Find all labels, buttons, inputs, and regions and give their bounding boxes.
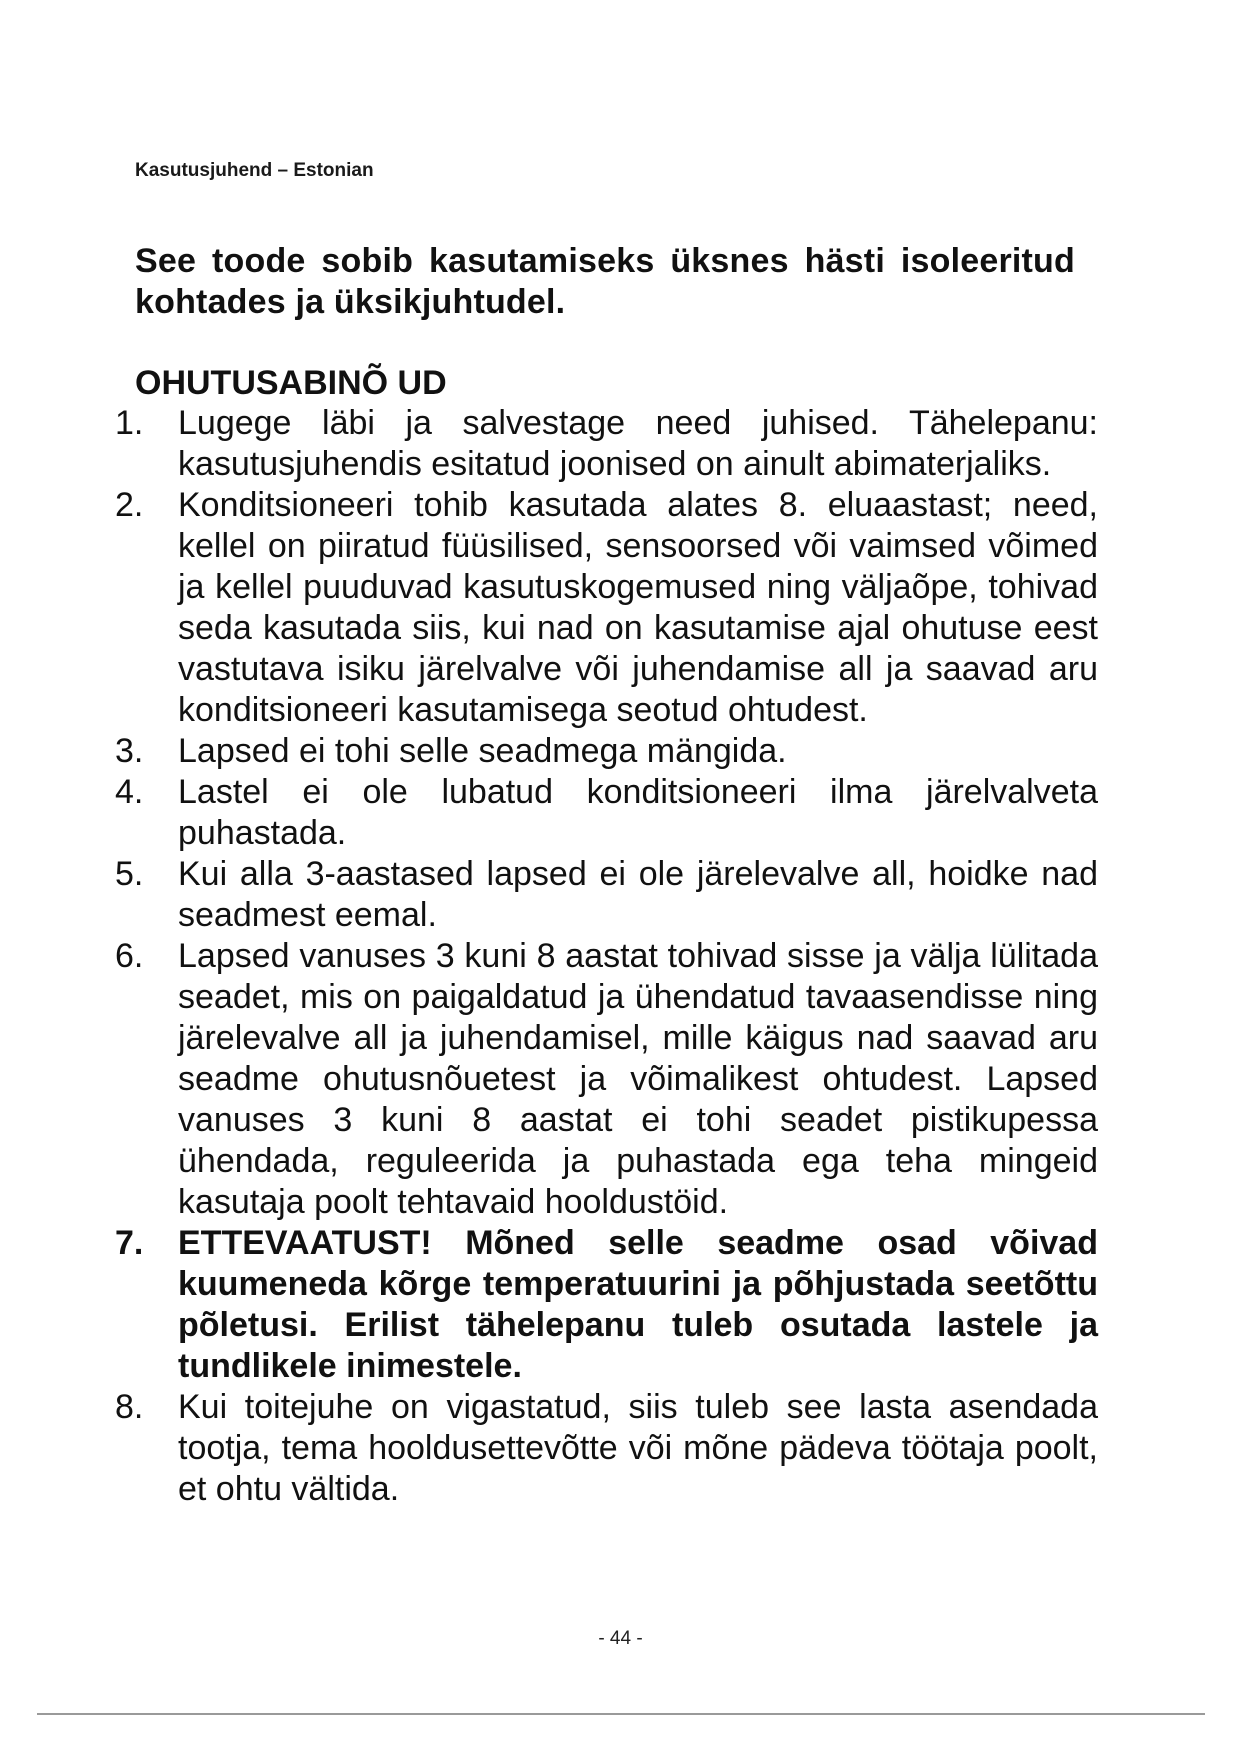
- list-item-text: Kui alla 3-aastased lapsed ei ole järelevalve all, hoidke nad seadmest eemal.: [178, 855, 1098, 934]
- list-item-text: ETTEVAATUST! Mõned selle seadme osad võivad kuumeneda kõrge temperatuurini ja põhjustada seetõttu põletusi. Erilist tähelepanu tuleb osutada lastele ja tundlikele inimestele.: [178, 1224, 1098, 1385]
- list-item-number: 4.: [115, 773, 144, 811]
- list-item-number: 2.: [115, 486, 144, 524]
- list-item-number: 7.: [115, 1224, 144, 1262]
- list-item-text: Lapsed vanuses 3 kuni 8 aastat tohivad sisse ja välja lülitada seadet, mis on paigaldatud ja ühendatud tavaasendisse ning järelevalve all ja juhendamisel, mille käigus nad saavad aru seadme ohutusnõuetest ja võimalikest ohtudest. Lapsed vanuses 3 kuni 8 aastat ei tohi seadet pistikupessa ühendada, reguleerida ja puhastada ega teha mingeid kasutaja poolt tehtavaid hooldustöid.: [178, 937, 1098, 1221]
- list-item: [115, 936, 1105, 1223]
- list-item-text: Kui toitejuhe on vigastatud, siis tuleb see lasta asendada tootja, tema hooldusettevõtte või mõne pädeva töötaja poolt, et ohtu vältida.: [178, 1388, 1098, 1508]
- list-item-text: Lapsed ei tohi selle seadmega mängida.: [178, 732, 787, 770]
- warning-list-item: [115, 1223, 1105, 1387]
- list-item: [115, 403, 1105, 485]
- list-item-number: 5.: [115, 855, 144, 893]
- list-item: [115, 485, 1105, 731]
- section-title: OHUTUSABINÕ UD: [135, 364, 447, 402]
- list-item: [115, 854, 1105, 936]
- list-item-number: 1.: [115, 404, 144, 442]
- list-item-text: Lugege läbi ja salvestage need juhised. Tähelepanu: kasutusjuhendis esitatud joonised on ainult abimaterjaliks.: [178, 404, 1098, 483]
- list-item: [115, 772, 1105, 854]
- list-item-number: 8.: [115, 1388, 144, 1426]
- page-number: - 44 -: [598, 1628, 643, 1649]
- list-item-text: Lastel ei ole lubatud konditsioneeri ilma järelvalveta puhastada.: [178, 773, 1098, 852]
- safety-instructions-list: [115, 403, 1105, 1510]
- list-item: [115, 1387, 1105, 1510]
- list-item-number: 6.: [115, 937, 144, 975]
- list-item-number: 3.: [115, 732, 144, 770]
- intro-statement: See toode sobib kasutamiseks üksnes hästi isoleeritud kohtades ja üksikjuhtudel.: [135, 242, 1075, 321]
- document-header-label: Kasutusjuhend – Estonian: [135, 160, 374, 181]
- list-item: [115, 731, 1105, 772]
- list-item-text: Konditsioneeri tohib kasutada alates 8. eluaastast; need, kellel on piiratud füüsilised, sensoorsed või vaimsed võimed ja kellel puuduvad kasutuskogemused ning väljaõpe, tohivad seda kasutada siis, kui nad on kasutamise ajal ohutuse eest vastutava isiku järelvalve või juhendamise all ja saavad aru konditsioneeri kasutamisega seotud ohtudest.: [178, 486, 1098, 729]
- footer-divider: [37, 1713, 1205, 1715]
